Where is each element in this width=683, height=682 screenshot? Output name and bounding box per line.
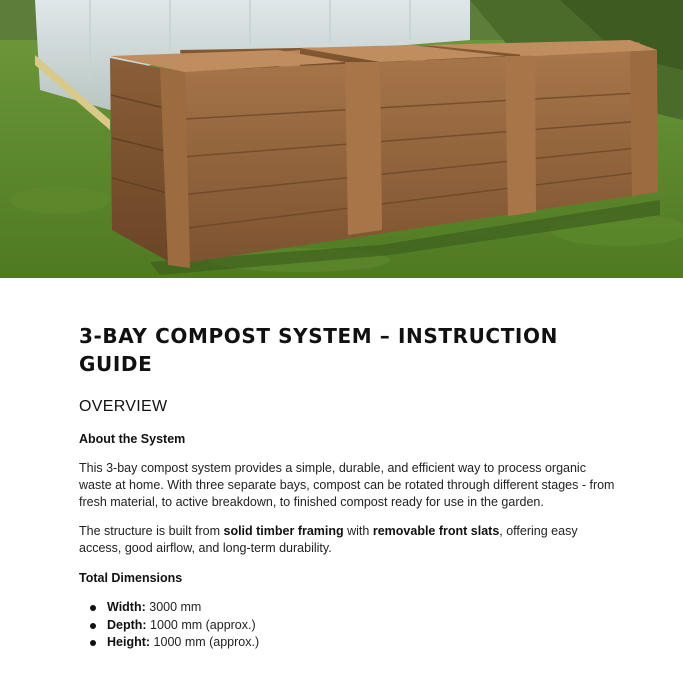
structure-text-suffix: , offering easy access, good airflow, and long-term durability. <box>79 524 578 555</box>
structure-paragraph <box>79 523 619 557</box>
about-heading: About the System <box>79 432 186 446</box>
list-item <box>107 617 619 634</box>
dimensions-list <box>79 599 619 651</box>
hero-photo <box>0 0 683 278</box>
dimensions-heading: Total Dimensions <box>79 571 183 585</box>
intro-paragraph: This 3-bay compost system provides a simple, durable, and efficient way to process organic waste at home. With three separate bays, compost can be rotated through different stages - from fresh material, to active breakdown, to finished compost ready for use in the garden. <box>79 461 615 509</box>
document-body <box>79 322 619 651</box>
list-item <box>107 599 619 616</box>
dimension-label: Width: <box>107 600 146 614</box>
dimension-value: 1000 mm (approx.) <box>150 635 260 649</box>
structure-text-middle: with <box>343 524 373 538</box>
page-title: 3-BAY COMPOST SYSTEM – INSTRUCTION GUIDE <box>79 324 558 376</box>
list-item <box>107 634 619 651</box>
dimension-label: Height: <box>107 635 151 649</box>
compost-bin-image <box>0 0 683 278</box>
timber-framing-emphasis: solid timber framing <box>223 524 344 538</box>
dimension-value: 1000 mm (approx.) <box>146 618 256 632</box>
overview-heading: OVERVIEW <box>79 398 168 415</box>
dimension-value: 3000 mm <box>145 600 202 614</box>
dimension-label: Depth: <box>107 618 147 632</box>
front-slats-emphasis: removable front slats <box>372 524 500 538</box>
structure-text-prefix: The structure is built from <box>79 524 224 538</box>
